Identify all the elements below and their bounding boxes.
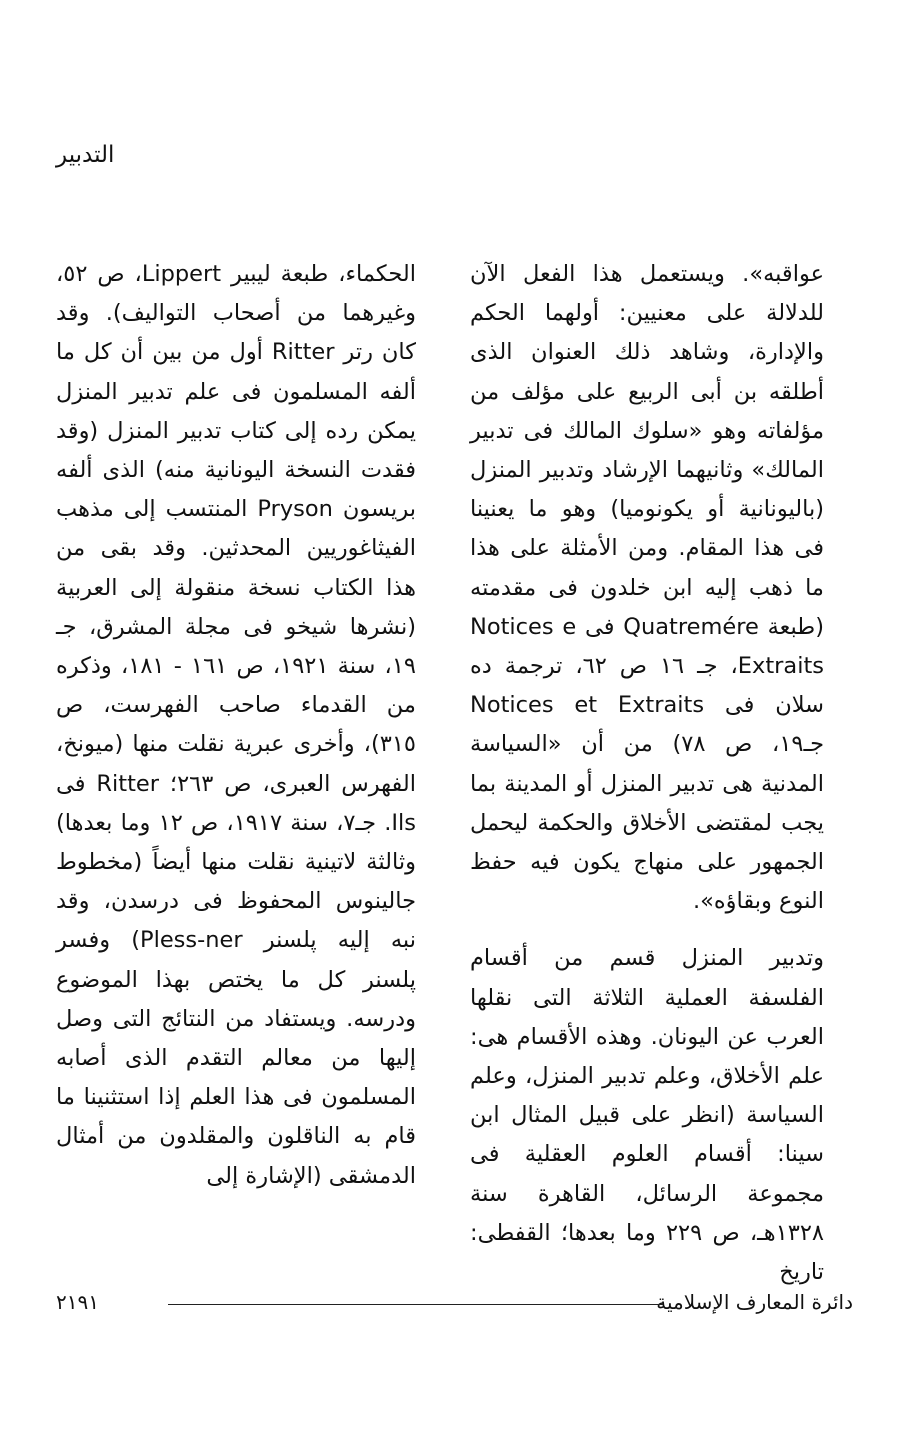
footer-publication-title: دائرة المعارف الإسلامية — [656, 1290, 853, 1314]
footer-divider — [168, 1304, 663, 1305]
paragraph: الحكماء، طبعة ليبير Lippert، ص ٥٢، وغيرهما من أصحاب التواليف). وقد كان رتر Ritter أول من بين أن كل ما ألفه المسلمون فى علم تدبير المنزل يمكن رده إلى كتاب تدبير المنزل (وقد فقدت النسخة اليونانية منه) الذى ألفه بريسون Pryson المنتسب إلى مذهب الفيثاغوريين المحدثين. وقد بقى من هذا الكتاب نسخة منقولة إلى العربية (نشرها شيخو فى مجلة المشرق، جـ ١٩، سنة ١٩٢١، ص ١٦١ - ١٨١، وذكره من القدماء صاحب الفهرست، ص ٣١٥)، وأخرى عبرية نقلت منها (ميونخ، الفهرس العبرى، ص ٢٦٣؛ Ritter فى Ils. جـ٧، سنة ١٩١٧، ص ١٢ وما بعدها) وثالثة لاتينية نقلت منها أيضاً (مخطوط جالينوس المحفوظ فى درسدن، وقد نبه إليه پلسنر Pless-ner) وفسر پلسنر كل ما يختص بهذا الموضوع ودرسه. ويستفاد من النتائج التى وصل إليها من معالم التقدم الذى أصابه المسلمون فى هذا العلم إذا استثنينا ما قام به الناقلون والمقلدون من أمثال الدمشقى (الإشارة إلى — [56, 261, 417, 1189]
paragraph: وتدبير المنزل قسم من أقسام الفلسفة العملية الثلاثة التى نقلها العرب عن اليونان. وهذه الأقسام هى: علم الأخلاق، وعلم تدبير المنزل، وعلم السياسة (انظر على قبيل المثال ابن سينا: أقسام العلوم العقلية فى مجموعة الرسائل، القاهرة سنة ١٣٢٨هـ، ص ٢٢٩ وما بعدها؛ القفطى: تاريخ — [470, 945, 824, 1286]
page-footer — [56, 1290, 853, 1320]
page-number: ٢١٩١ — [56, 1290, 99, 1314]
running-header-title: التدبير — [56, 142, 115, 168]
paragraph: عواقبه». ويستعمل هذا الفعل الآن للدلالة على معنيين: أولهما الحكم والإدارة، وشاهد ذلك العنوان الذى أطلقه بن أبى الربيع على مؤلف من مؤلفاته وهو «سلوك المالك فى تدبير المالك» وثانيهما الإرشاد وتدبير المنزل (باليونانية أو يكونوميا) وهو ما يعنينا فى هذا المقام. ومن الأمثلة على هذا ما ذهب إليه ابن خلدون فى مقدمته (طبعة Quatremére فى Notices e Extraits، جـ ١٦ ص ٦٢، ترجمة ده سلان فى Notices et Extraits جـ١٩، ص ٧٨) من أن «السياسة المدنية هى تدبير المنزل أو المدينة بما يجب لمقتضى الأخلاق والحكمة ليحمل الجمهور على منهاج يكون فيه حفظ النوع وبقاؤه». — [470, 261, 824, 915]
left-text-column — [56, 255, 416, 1196]
right-text-column — [470, 255, 824, 1292]
